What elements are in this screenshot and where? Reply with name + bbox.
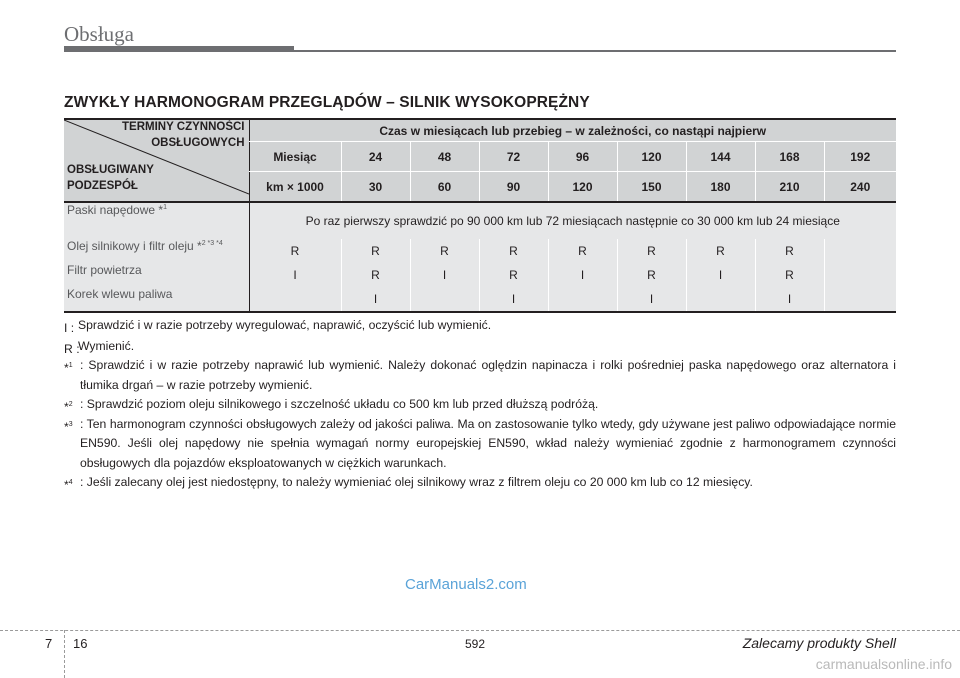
month-value: 120 [617,142,686,172]
footnote-text: Sprawdzić i w razie potrzeby wyregulować, naprawić, oczyścić lub wymienić. [78,318,492,332]
cell-value: I [249,263,341,287]
corner-label-top-line1: TERMINY CZYNNOŚCI [122,121,245,133]
header-rule-thin [294,50,896,52]
footer-dashed-rule [0,630,960,631]
footnote-text: : Ten harmonogram czynności obsługowych zależy od jakości paliwa. Ma on zastosowanie tylko wtedy, gdy używane jest paliwo odpowiadające normie EN590. Jeśli olej napędowy nie spełnia wymagań normy europejskiej EN590, wkład należy wymieniać zgodnie z harmonogramem czynności obsługowych dla pojazdów eksploatowanych w ciężkich warunkach. [80,416,896,470]
cell-value: R [755,263,824,287]
footer-section-title: Zalecamy produkty Shell [742,635,896,651]
cell-value [824,287,896,312]
footnotes [64,316,896,493]
month-value: 192 [824,142,896,172]
table-row [64,239,896,263]
footnote-marker: *$^1$ [64,361,73,376]
footnote-text: : Sprawdzić poziom oleju silnikowego i szczelność układu co 500 km lub przed dłuższą podróżą. [80,397,599,411]
footnote-item [64,337,896,357]
km-value: 60 [410,172,479,203]
cell-value: I [686,263,755,287]
cell-value [686,287,755,312]
cell-value [824,263,896,287]
month-value: 96 [548,142,617,172]
footnote-text: : Sprawdzić i w razie potrzeby naprawić lub wymienić. Należy dokonać oględzin napinacza i rolki pośredniej paska napędowego oraz alternatora i tłumika drgań – w razie potrzeby wymienić. [80,358,896,392]
km-value: 150 [617,172,686,203]
cell-value [824,239,896,263]
cell-value: R [755,239,824,263]
footer-dashed-divider [64,630,65,678]
footnote-item [64,473,896,493]
cell-value: I [755,287,824,312]
cell-value: R [686,239,755,263]
month-value: 144 [686,142,755,172]
cell-value: R [341,239,410,263]
km-value: 180 [686,172,755,203]
cell-value [249,287,341,312]
cell-value: I [617,287,686,312]
watermark-link[interactable]: CarManuals2.com [405,576,527,593]
row-label-engine-oil: Olej silnikowy i filtr oleju *$^{2 *3 *4}$ [64,239,249,263]
table-row [64,263,896,287]
footnote-marker: *$^3$ [64,419,73,434]
footnote-item [64,316,896,336]
footer-site-watermark[interactable]: carmanualsonline.info [815,656,952,672]
maintenance-schedule-table [64,118,896,313]
section-title: ZWYKŁY HARMONOGRAM PRZEGLĄDÓW – SILNIK WYSOKOPRĘŻNY [64,94,590,111]
cell-value: R [479,263,548,287]
cell-value: I [548,263,617,287]
cell-value: R [548,239,617,263]
km-value: 240 [824,172,896,203]
footnote-item [64,415,896,474]
corner-label-top-line2: OBSŁUGOWYCH [151,137,245,149]
footnote-marker: *$^4$ [64,478,73,493]
month-value: 168 [755,142,824,172]
km-value: 30 [341,172,410,203]
drive-belts-note: Po raz pierwszy sprawdzić po 90 000 km lub 72 miesiącach następnie co 30 000 km lub 24 miesiące [249,202,896,239]
row-label-fuel-cap: Korek wlewu paliwa [64,287,249,312]
table-row [64,287,896,312]
page-header-title: Obsługa [64,22,134,46]
header-rule-thick [64,46,294,52]
km-value: 120 [548,172,617,203]
km-value: 90 [479,172,548,203]
cell-value: R [617,239,686,263]
month-value: 48 [410,142,479,172]
km-value: 210 [755,172,824,203]
cell-value: I [479,287,548,312]
footnote-marker: *$^2$ [64,400,73,415]
cell-value: I [410,263,479,287]
cell-value: R [479,239,548,263]
corner-label-bottom-line2: PODZESPÓŁ [67,180,138,192]
month-label: Miesiąc [249,142,341,172]
footnote-text: Wymienić. [78,338,135,353]
cell-value: I [341,287,410,312]
cell-value: R [617,263,686,287]
footnote-item [64,356,896,395]
footer-chapter-number: 7 [45,636,53,651]
corner-label-bottom-line1: OBSŁUGIWANY [67,164,154,176]
footer-page-number: 592 [465,637,486,651]
footnote-marker: R : [64,341,80,356]
interval-span-header: Czas w miesiącach lub przebieg – w zależności, co nastąpi najpierw [249,119,896,142]
cell-value: R [249,239,341,263]
km-label: km × 1000 [249,172,341,203]
footnote-marker: I : [64,321,75,336]
month-value: 72 [479,142,548,172]
footnote-item [64,395,896,415]
cell-value: R [341,263,410,287]
table-corner-header [64,119,249,202]
cell-value [548,287,617,312]
cell-value [410,287,479,312]
footnote-text: : Jeśli zalecany olej jest niedostępny, to należy wymieniać olej silnikowy wraz z filtrem oleju co 20 000 km lub co 12 miesięcy. [80,475,753,489]
footer-chapter-page: 16 [73,636,88,651]
cell-value: R [410,239,479,263]
table-row [64,202,896,239]
month-value: 24 [341,142,410,172]
row-label-drive-belts: Paski napędowe *$^1$ [64,202,249,239]
row-label-air-filter: Filtr powietrza [64,263,249,287]
